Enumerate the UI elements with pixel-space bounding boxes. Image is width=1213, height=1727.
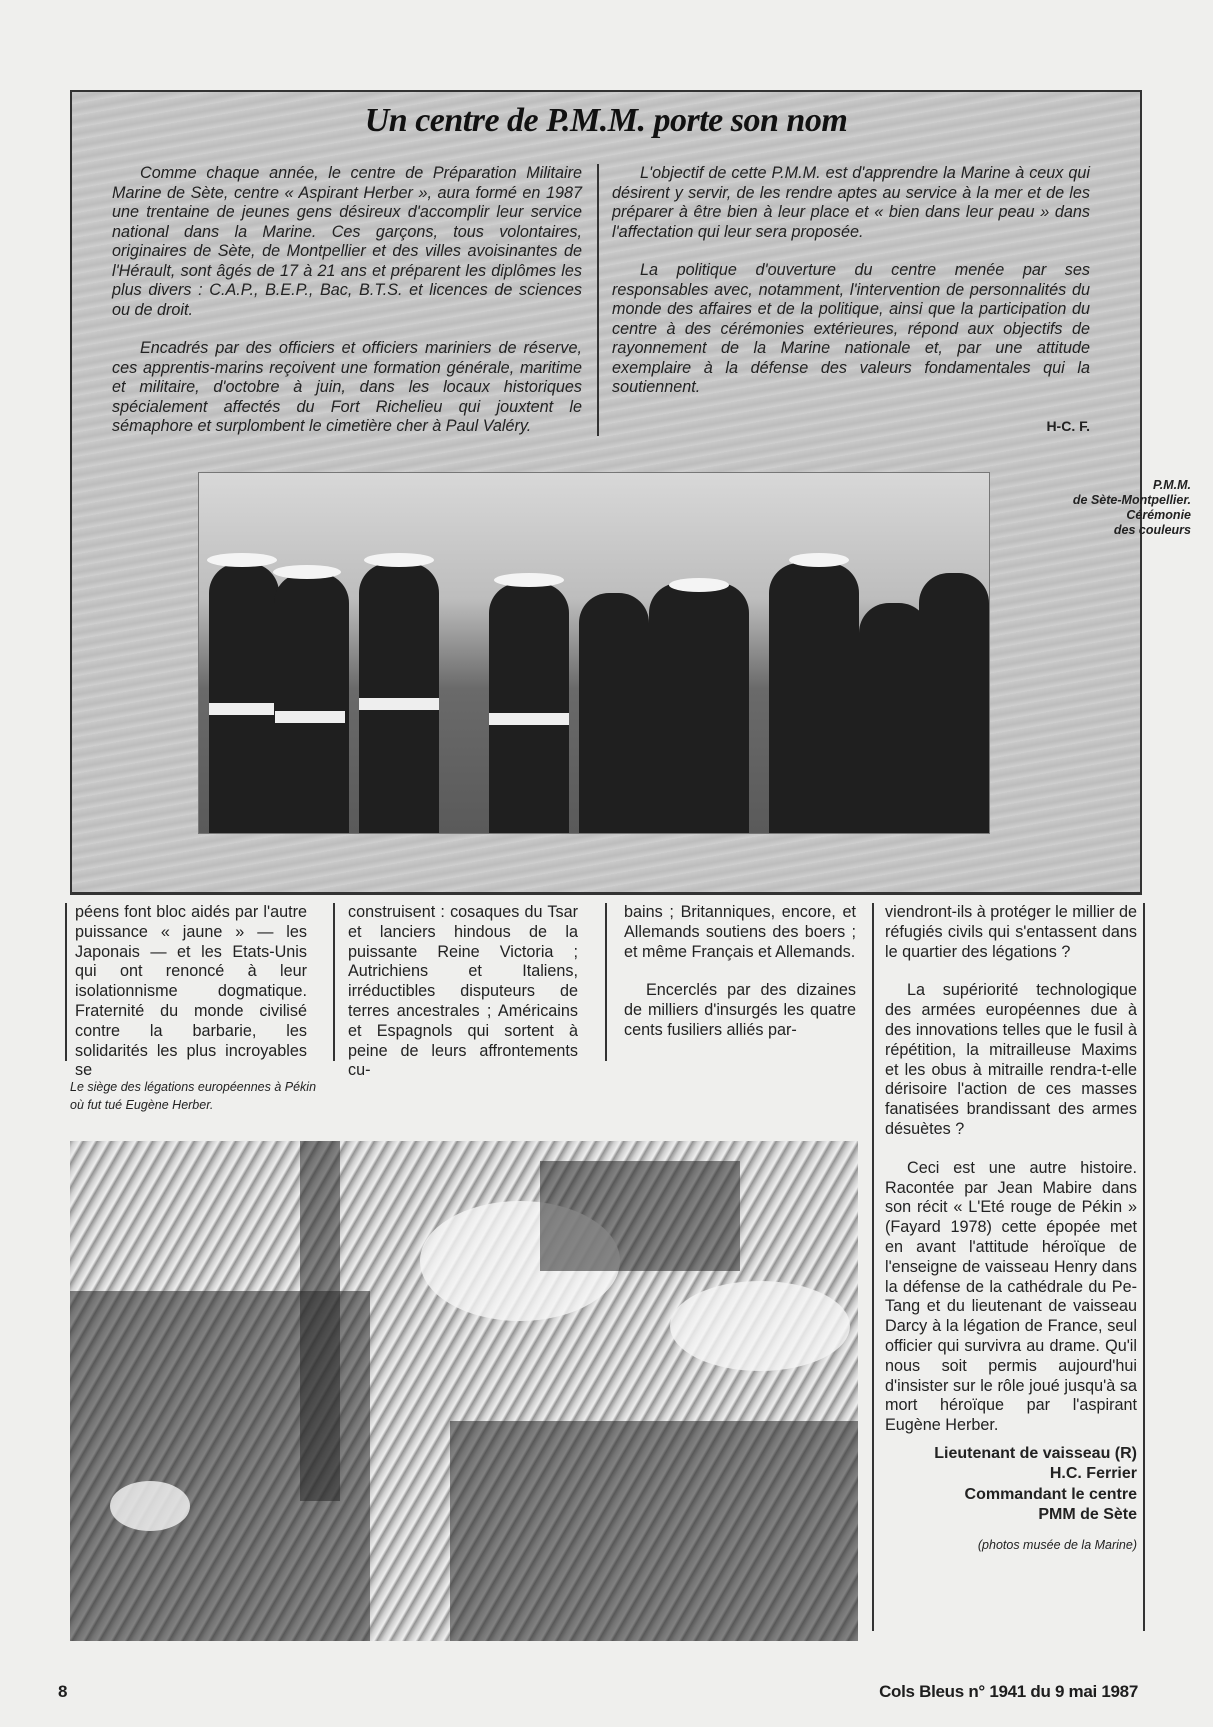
caption-line: de Sète-Montpellier. <box>1072 493 1191 507</box>
caption-line: Cérémonie <box>1126 508 1191 522</box>
paragraph: La politique d'ouverture du centre menée par ses responsables avec, notamment, l'intervention de personnalités du monde des affaires et de la politique, ainsi que la participation du centre à des cérémonies extérieures, répond aux objectifs de rayonnement de la Marine nationale et, par une attitude exemplaire à la défense des valeurs fondamentales qui la soutiennent. <box>612 261 1090 396</box>
paragraph: Encadrés par des officiers et officiers mariniers de réserve, ces apprentis-marins reçoivent une formation générale, maritime et militaire, d'octobre à juin, dans les locaux historiques spécialement affectés du Fort Richelieu qui jouxtent le sémaphore et surplombent le cimetière cher à Paul Valéry. <box>112 339 582 435</box>
column-divider <box>333 903 335 1061</box>
box-title: Un centre de P.M.M. porte son nom <box>364 102 848 139</box>
photo-caption <box>1073 478 1191 538</box>
author-signature <box>885 1444 1137 1526</box>
box-left-column <box>112 164 582 456</box>
caption-line: P.M.M. <box>1153 478 1191 492</box>
box-signature: H-C. F. <box>1046 417 1090 434</box>
photo-credit: (photos musée de la Marine) <box>977 1537 1137 1552</box>
column-1 <box>75 903 307 1081</box>
author-line: Commandant le centre <box>964 1485 1137 1503</box>
caption-line: Le siège des légations européennes à Pékin <box>70 1080 317 1094</box>
caption-line: des couleurs <box>1113 523 1191 537</box>
author-line: PMM de Sète <box>1038 1506 1137 1524</box>
column-divider <box>65 903 67 1061</box>
sidebar-box <box>70 90 1142 895</box>
column-2 <box>348 903 578 1081</box>
column-3 <box>624 903 856 1041</box>
paragraph: viendront-ils à protéger le millier de réfugiés civils qui s'entassent dans le quartier des légations ? <box>885 903 1137 961</box>
paragraph: Encerclés par des dizaines de milliers d'insurgés les quatre cents fusiliers alliés par- <box>624 981 856 1039</box>
paragraph: bains ; Britanniques, encore, et Allemands soutiens des boers ; et même Français et Allemands. <box>624 903 856 961</box>
paragraph: Ceci est une autre histoire. Racontée par Jean Mabire dans son récit « L'Eté rouge de Pékin » (Fayard 1978) cette épopée met en avant l'attitude héroïque de l'enseigne de vaisseau Henry dans la défense de la cathédrale du Pe-Tang et du lieutenant de vaisseau Darcy à la légation de France, seul officier qui survivra au drame. Qu'il nous soit permis aujourd'hui d'insister sur le rôle joué jusqu'à sa mort héroïque par l'aspirant Eugène Herber. <box>885 1158 1137 1435</box>
paragraph: La supériorité technologique des armées européennes due à des innovations telles que le fusil à répétition, la mitrailleuse Maxims et les obus à mitraille rendra-t-elle dérisoire l'action de ces masses fanatisées brandissant des armes désuètes ? <box>885 981 1137 1138</box>
paragraph: péens font bloc aidés par l'autre puissance « jaune » — les Japonais — et les Etats-Unis qui ont renoncé à leur isolationnisme dogmatique. Fraternité du monde civilisé contre la barbarie, les solidarités les plus incroyables se <box>75 903 307 1080</box>
publication-footer: Cols Bleus n° 1941 du 9 mai 1987 <box>879 1682 1138 1701</box>
column-divider <box>872 903 874 1631</box>
siege-illustration <box>70 1141 858 1641</box>
paragraph: L'objectif de cette P.M.M. est d'apprendre la Marine à ceux qui désirent y servir, de les rendre aptes au service à la mer et de les préparer à être bien à leur place et « bien dans leur peau » dans l'affectation qui leur sera proposée. <box>612 164 1090 241</box>
caption-line: où fut tué Eugène Herber. <box>70 1098 214 1112</box>
column-divider <box>605 903 607 1061</box>
illustration-caption <box>70 1078 316 1114</box>
box-right-column <box>612 164 1090 455</box>
paragraph: construisent : cosaques du Tsar et lanciers hindous de la puissante Reine Victoria ; Autrichiens et Italiens, irréductibles disputeurs de terres ancestrales ; Américains et Espagnols qui sortent à peine de leurs affrontements cu- <box>348 903 578 1080</box>
column-divider <box>597 164 599 436</box>
column-divider <box>1143 903 1145 1631</box>
page-number: 8 <box>58 1682 68 1701</box>
paragraph: Comme chaque année, le centre de Préparation Militaire Marine de Sète, centre « Aspirant Herber », aura formé en 1987 une trentaine de jeunes gens désireux d'accomplir leur service national dans la Marine. Ces garçons, tous volontaires, originaires de Sète, de Montpellier et des villes avoisinantes de l'Hérault, sont âgés de 17 à 21 ans et préparent les diplômes les plus divers : C.A.P., B.E.P., Bac, B.T.S. et licences de sciences ou de droit. <box>112 164 582 319</box>
column-4 <box>885 903 1137 1556</box>
author-line: Lieutenant de vaisseau (R) <box>934 1444 1137 1462</box>
ceremony-photo <box>198 472 990 834</box>
author-line: H.C. Ferrier <box>1049 1465 1137 1483</box>
